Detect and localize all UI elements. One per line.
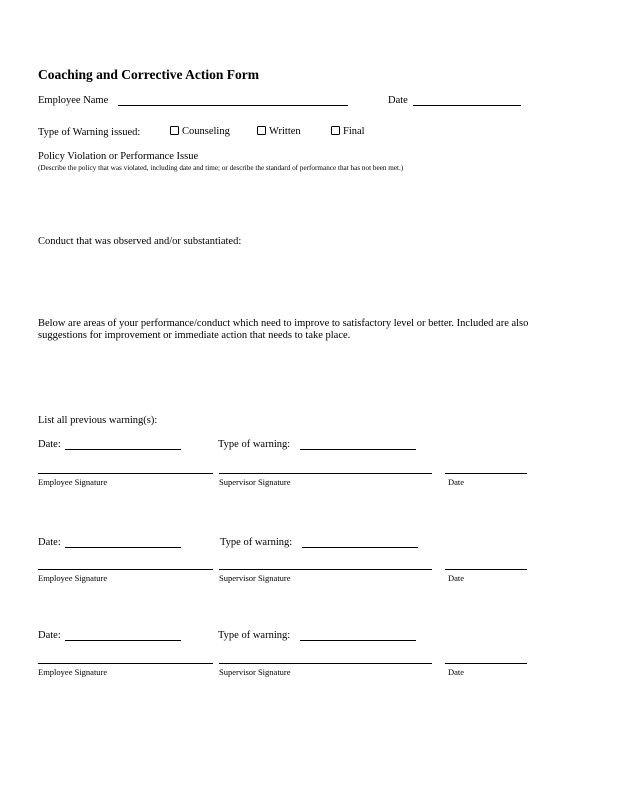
supervisor-signature-label: Supervisor Signature [219, 667, 291, 677]
warning-date-field[interactable] [65, 547, 181, 548]
employee-signature-label: Employee Signature [38, 573, 108, 583]
signature-date-line[interactable] [445, 663, 527, 664]
final-checkbox[interactable] [331, 126, 340, 135]
written-label: Written [269, 126, 301, 137]
improvement-line-1: Below are areas of your performance/conduct which need to improve to satisfactory level or better. Included are also [38, 318, 529, 329]
policy-heading: Policy Violation or Performance Issue [38, 151, 199, 162]
supervisor-signature-line[interactable] [219, 569, 432, 570]
warning-type-label: Type of Warning issued: [38, 127, 141, 138]
warning-type-field[interactable] [300, 449, 416, 450]
supervisor-signature-line[interactable] [219, 663, 432, 664]
warning-date-field[interactable] [65, 640, 181, 641]
signature-date-label: Date [448, 477, 465, 487]
employee-signature-label: Employee Signature [38, 667, 108, 677]
warning-type-field[interactable] [302, 547, 418, 548]
warning-type-label: Type of warning: [218, 630, 291, 641]
warning-date-label: Date: [38, 537, 61, 548]
signature-date-line[interactable] [445, 569, 527, 570]
employee-signature-label: Employee Signature [38, 477, 108, 487]
supervisor-signature-label: Supervisor Signature [219, 477, 291, 487]
counseling-option[interactable] [170, 126, 230, 137]
written-checkbox[interactable] [257, 126, 266, 135]
employee-signature-line[interactable] [38, 569, 213, 570]
final-option[interactable] [331, 126, 365, 137]
final-label: Final [343, 126, 365, 137]
supervisor-signature-label: Supervisor Signature [219, 573, 291, 583]
warning-date-label: Date: [38, 439, 61, 450]
signature-date-label: Date [448, 573, 465, 583]
date-label: Date [388, 95, 408, 106]
employee-name-field[interactable] [118, 105, 348, 106]
warning-date-label: Date: [38, 630, 61, 641]
employee-signature-line[interactable] [38, 473, 213, 474]
warning-date-field[interactable] [65, 449, 181, 450]
counseling-checkbox[interactable] [170, 126, 179, 135]
date-field[interactable] [413, 105, 521, 106]
employee-signature-line[interactable] [38, 663, 213, 664]
form-title: Coaching and Corrective Action Form [38, 67, 259, 82]
warning-type-label: Type of warning: [220, 537, 293, 548]
conduct-label: Conduct that was observed and/or substantiated: [38, 236, 242, 247]
policy-note: (Describe the policy that was violated, including date and time; or describe the standard of performance that has not been met.) [38, 164, 404, 172]
improvement-line-2: suggestions for improvement or immediate action that needs to take place. [38, 330, 351, 341]
supervisor-signature-line[interactable] [219, 473, 432, 474]
employee-name-label: Employee Name [38, 95, 109, 106]
warning-type-field[interactable] [300, 640, 416, 641]
signature-date-line[interactable] [445, 473, 527, 474]
counseling-label: Counseling [182, 126, 230, 137]
signature-date-label: Date [448, 667, 465, 677]
previous-warnings-label: List all previous warning(s): [38, 415, 158, 426]
warning-type-label: Type of warning: [218, 439, 291, 450]
written-option[interactable] [257, 126, 301, 137]
